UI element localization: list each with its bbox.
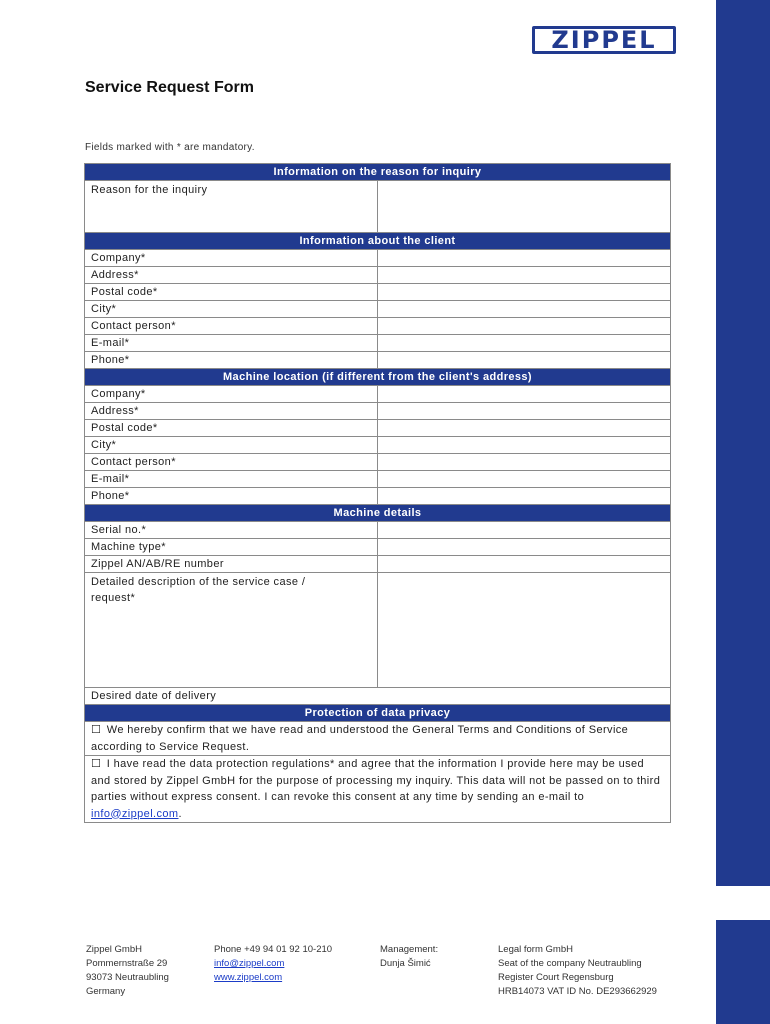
form-row [85, 386, 671, 403]
footer-company-name: Zippel GmbH [86, 944, 142, 955]
form-row [85, 437, 671, 454]
footer-management [380, 943, 438, 971]
form-row [85, 488, 671, 505]
form-row [85, 471, 671, 488]
terms-consent-text: We hereby confirm that we have read and understood the General Terms and Conditions of Service according to Service Request. [91, 724, 629, 753]
form-row [85, 688, 671, 705]
footer-country: Germany [86, 986, 126, 997]
field-label-phone: Phone* [85, 352, 378, 369]
client-address-input[interactable] [378, 267, 671, 284]
section-header-machine [85, 505, 671, 522]
page-title: Service Request Form [85, 79, 254, 96]
location-contact-person-input[interactable] [378, 454, 671, 471]
field-label-contact-person: Contact person* [85, 454, 378, 471]
client-city-input[interactable] [378, 301, 671, 318]
section-header-label: Machine location (if different from the client's address) [85, 369, 671, 386]
section-header-label: Information on the reason for inquiry [85, 164, 671, 181]
client-email-input[interactable] [378, 335, 671, 352]
client-postal-code-input[interactable] [378, 284, 671, 301]
field-label-machine-type: Machine type* [85, 539, 378, 556]
consent-email-link[interactable]: info@zippel.com [91, 807, 179, 820]
section-header-client [85, 233, 671, 250]
client-company-input[interactable] [378, 250, 671, 267]
machine-type-input[interactable] [378, 539, 671, 556]
description-line-2: request* [91, 592, 136, 604]
field-label-email: E-mail* [85, 471, 378, 488]
section-header-label: Machine details [85, 505, 671, 522]
field-label-serial-no: Serial no.* [85, 522, 378, 539]
footer-hrb-vat: HRB14073 VAT ID No. DE293662929 [498, 986, 657, 997]
terms-consent-cell [85, 722, 671, 756]
field-label-city: City* [85, 437, 378, 454]
field-label-city: City* [85, 301, 378, 318]
footer-management-name: Dunja Šimić [380, 958, 431, 969]
field-label-phone: Phone* [85, 488, 378, 505]
footer-register-court: Register Court Regensburg [498, 972, 614, 983]
form-row [85, 539, 671, 556]
zippel-number-input[interactable] [378, 556, 671, 573]
footer-city: 93073 Neutraubling [86, 972, 169, 983]
form-row [85, 454, 671, 471]
form-row [85, 335, 671, 352]
location-email-input[interactable] [378, 471, 671, 488]
section-header-inquiry [85, 164, 671, 181]
description-input[interactable] [378, 573, 671, 688]
section-header-privacy [85, 705, 671, 722]
field-label-delivery-date[interactable]: Desired date of delivery [85, 688, 671, 705]
form-row [85, 267, 671, 284]
footer-legal [498, 943, 657, 999]
location-city-input[interactable] [378, 437, 671, 454]
side-accent-bar-bottom [716, 920, 770, 1024]
footer-seat: Seat of the company Neutraubling [498, 958, 642, 969]
form-row [85, 403, 671, 420]
form-row [85, 756, 671, 823]
serial-no-input[interactable] [378, 522, 671, 539]
field-label-description [85, 573, 378, 688]
privacy-consent-cell [85, 756, 671, 823]
field-label-contact-person: Contact person* [85, 318, 378, 335]
form-row [85, 522, 671, 539]
form-row [85, 420, 671, 437]
section-header-label: Information about the client [85, 233, 671, 250]
footer-phone: Phone +49 94 01 92 10-210 [214, 944, 333, 955]
form-row [85, 352, 671, 369]
client-contact-person-input[interactable] [378, 318, 671, 335]
section-header-location [85, 369, 671, 386]
privacy-checkbox[interactable]: ☐ [91, 758, 102, 770]
mandatory-note: Fields marked with * are mandatory. [85, 142, 255, 153]
footer-website-link[interactable]: www.zippel.com [214, 972, 283, 983]
field-label-zippel-number: Zippel AN/AB/RE number [85, 556, 378, 573]
location-company-input[interactable] [378, 386, 671, 403]
location-address-input[interactable] [378, 403, 671, 420]
form-row [85, 573, 671, 688]
field-label-reason: Reason for the inquiry [85, 181, 378, 233]
section-header-label: Protection of data privacy [85, 705, 671, 722]
form-row [85, 301, 671, 318]
field-label-email: E-mail* [85, 335, 378, 352]
client-phone-input[interactable] [378, 352, 671, 369]
location-phone-input[interactable] [378, 488, 671, 505]
field-label-postal-code: Postal code* [85, 284, 378, 301]
terms-checkbox[interactable]: ☐ [91, 724, 102, 736]
reason-input[interactable] [378, 181, 671, 233]
field-label-address: Address* [85, 403, 378, 420]
field-label-address: Address* [85, 267, 378, 284]
side-accent-bar [716, 0, 770, 886]
location-postal-code-input[interactable] [378, 420, 671, 437]
form-row [85, 556, 671, 573]
footer-email-link[interactable]: info@zippel.com [214, 958, 285, 969]
footer-legal-form: Legal form GmbH [498, 944, 573, 955]
description-line-1: Detailed description of the service case / [91, 576, 306, 588]
footer-contact [214, 943, 332, 985]
form-row [85, 284, 671, 301]
zippel-logo: ZIPPEL [532, 26, 676, 54]
footer-street: Pommernstraße 29 [86, 958, 168, 969]
footer-company [86, 943, 169, 999]
form-row [85, 722, 671, 756]
service-request-table [84, 163, 671, 823]
field-label-company: Company* [85, 250, 378, 267]
field-label-company: Company* [85, 386, 378, 403]
form-row [85, 250, 671, 267]
footer-management-label: Management: [380, 944, 439, 955]
form-row [85, 318, 671, 335]
field-label-postal-code: Postal code* [85, 420, 378, 437]
privacy-consent-text: I have read the data protection regulations* and agree that the information I provide here may be used and stored by Zippel GmbH for the purpose of processing my inquiry. This data will not be passed on to third parties without express consent. I can revoke this consent at any time by sending an e-mail to [91, 758, 661, 803]
consent-period: . [178, 807, 182, 820]
form-row [85, 181, 671, 233]
